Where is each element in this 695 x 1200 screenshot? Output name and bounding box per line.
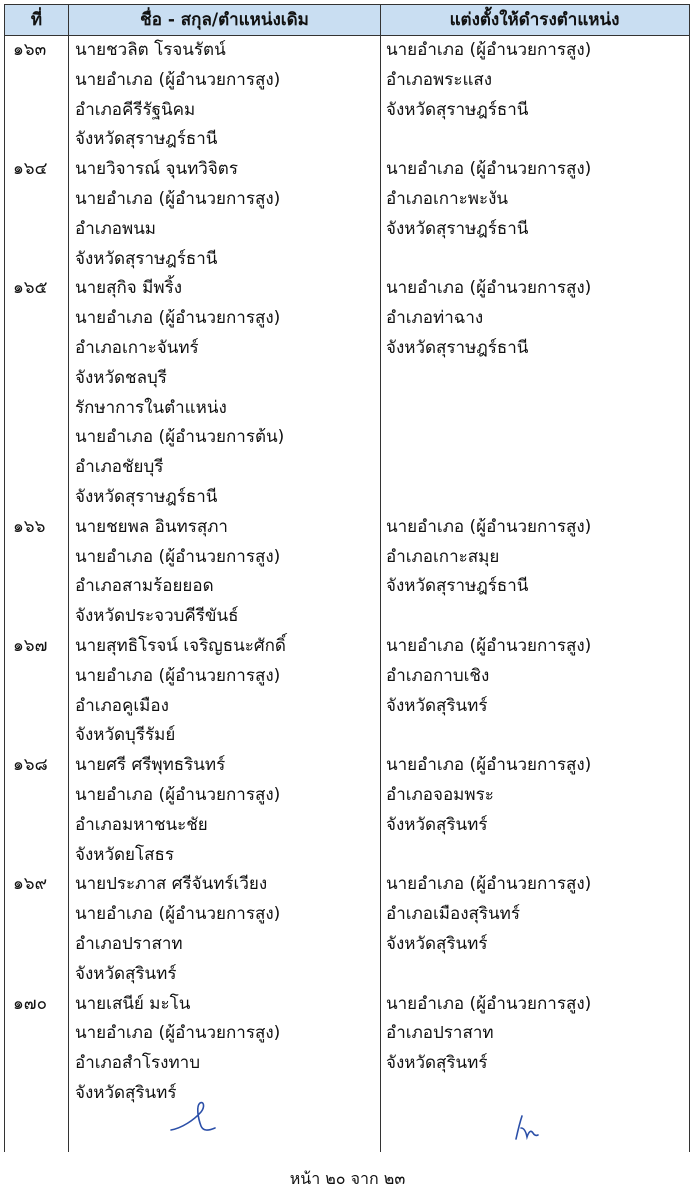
new-position-line: จังหวัดสุรินทร์ [386,1053,488,1074]
old-position-line: อำเภอคีรีรัฐนิคม [75,99,196,120]
person-name: นายชยพล อินทรสุภา [75,516,228,537]
new-position-line: อำเภอเมืองสุรินทร์ [386,904,520,925]
new-position-line: อำเภอกาบเชิง [386,665,490,686]
new-position-line: นายอำเภอ (ผู้อำนวยการสูง) [386,40,592,60]
person-name: นายวิจารณ์ จุนทวิจิตร [75,159,238,180]
new-position-line: อำเภอปราสาท [386,1023,494,1044]
record-number: ๑๖๓ [13,40,47,60]
old-position-line: จังหวัดสุราษฎร์ธานี [75,129,218,150]
person-name: นายประภาส ศรีจันทร์เวียง [75,874,268,895]
header-new-position: แต่งตั้งให้ดำรงตำแหน่ง [449,10,620,30]
table-row [5,632,689,751]
new-position-line: นายอำเภอ (ผู้อำนวยการสูง) [386,635,592,656]
old-position-line: จังหวัดชลบุรี [75,367,167,388]
old-position-line: อำเภอชัยบุรี [75,457,164,478]
old-position-line: อำเภอพนม [75,218,157,239]
old-position-line: อำเภอปราสาท [75,933,183,954]
new-position-cell [386,990,591,1079]
table-row [5,36,689,155]
new-position-line: อำเภอท่าฉาง [386,308,484,329]
old-position-line: จังหวัดบุรีรัมย์ [75,725,176,746]
new-position-cell [386,751,591,840]
old-position-cell [75,36,375,155]
table-row [5,513,689,632]
new-position-line: นายอำเภอ (ผู้อำนวยการสูง) [386,755,592,776]
old-position-cell [75,632,375,751]
new-position-line: นายอำเภอ (ผู้อำนวยการสูง) [386,516,592,537]
table-row [5,870,689,989]
old-position-line: นายอำเภอ (ผู้อำนวยการสูง) [75,69,281,90]
page-number: หน้า ๒๐ จาก ๒๓ [289,1169,406,1188]
old-position-line: จังหวัดสุรินทร์ [75,963,177,984]
person-name: นายสุทธิโรจน์ เจริญธนะศักดิ์ [75,635,286,656]
new-position-line: จังหวัดสุรินทร์ [386,695,488,716]
old-position-cell [75,990,375,1109]
old-position-line: อำเภอคูเมือง [75,695,169,716]
old-position-line: นายอำเภอ (ผู้อำนวยการต้น) [75,427,285,448]
new-position-line: นายอำเภอ (ผู้อำนวยการสูง) [386,278,592,299]
new-position-line: จังหวัดสุราษฎร์ธานี [386,218,529,239]
table-body [5,36,689,1109]
header-name-old-position: ชื่อ - สกุล/ตำแหน่งเดิม [140,10,309,30]
old-position-line: จังหวัดสุราษฎร์ธานี [75,486,218,507]
old-position-line: นายอำเภอ (ผู้อำนวยการสูง) [75,188,281,209]
new-position-line: อำเภอพระแสง [386,69,493,90]
new-position-cell [386,513,591,602]
record-number: ๑๖๖ [13,516,46,537]
old-position-line: จังหวัดยโสธร [75,844,175,865]
signature-left-icon [168,1098,218,1140]
new-position-line: จังหวัดสุราษฎร์ธานี [386,99,529,120]
old-position-line: รักษาการในตำแหน่ง [75,397,227,418]
table-row [5,751,689,870]
old-position-line: นายอำเภอ (ผู้อำนวยการสูง) [75,308,281,329]
old-position-line: จังหวัดประจวบคีรีขันธ์ [75,606,239,627]
new-position-line: นายอำเภอ (ผู้อำนวยการสูง) [386,874,592,895]
new-position-cell [386,274,591,363]
old-position-cell [75,751,375,870]
old-position-cell [75,155,375,274]
new-position-line: จังหวัดสุราษฎร์ธานี [386,576,529,597]
new-position-line: จังหวัดสุรินทร์ [386,933,488,954]
table-row [5,155,689,274]
new-position-line: นายอำเภอ (ผู้อำนวยการสูง) [386,159,592,180]
new-position-line: จังหวัดสุราษฎร์ธานี [386,337,529,358]
old-position-cell [75,513,375,632]
old-position-line: นายอำเภอ (ผู้อำนวยการสูง) [75,1023,281,1044]
header-number: ที่ [30,10,43,30]
old-position-line: นายอำเภอ (ผู้อำนวยการสูง) [75,546,281,567]
person-name: นายเสนีย์ มะโน [75,993,191,1014]
old-position-line: อำเภอสามร้อยยอด [75,576,214,597]
old-position-line: นายอำเภอ (ผู้อำนวยการสูง) [75,665,281,686]
record-number: ๑๗๐ [13,993,47,1014]
record-number: ๑๖๔ [13,159,48,180]
table-row [5,990,689,1109]
new-position-line: นายอำเภอ (ผู้อำนวยการสูง) [386,993,592,1014]
table-header [5,4,689,36]
signature-right-icon [510,1110,540,1144]
old-position-cell [75,274,375,512]
new-position-line: อำเภอจอมพระ [386,784,494,805]
new-position-line: อำเภอเกาะพะงัน [386,188,509,209]
person-name: นายสุกิจ มีพริ้ง [75,278,183,299]
old-position-line: อำเภอสำโรงทาบ [75,1053,201,1074]
old-position-line: นายอำเภอ (ผู้อำนวยการสูง) [75,784,281,805]
old-position-line: จังหวัดสุราษฎร์ธานี [75,248,218,269]
record-number: ๑๖๙ [13,874,48,895]
old-position-line: จังหวัดสุรินทร์ [75,1082,177,1103]
new-position-line: จังหวัดสุรินทร์ [386,814,488,835]
table-row [5,274,689,512]
person-name: นายศรี ศรีพุทธรินทร์ [75,755,226,776]
old-position-line: นายอำเภอ (ผู้อำนวยการสูง) [75,904,281,925]
new-position-cell [386,36,591,125]
new-position-cell [386,155,591,244]
record-number: ๑๖๕ [13,278,48,299]
old-position-cell [75,870,375,989]
person-name: นายชวลิต โรจนรัตน์ [75,40,226,60]
old-position-line: อำเภอเกาะจันทร์ [75,337,199,358]
new-position-cell [386,632,591,721]
new-position-cell [386,870,591,959]
new-position-line: อำเภอเกาะสมุย [386,546,500,567]
record-number: ๑๖๗ [13,635,48,656]
document-table [4,4,690,1152]
record-number: ๑๖๘ [13,755,48,776]
old-position-line: อำเภอมหาชนะชัย [75,814,208,835]
